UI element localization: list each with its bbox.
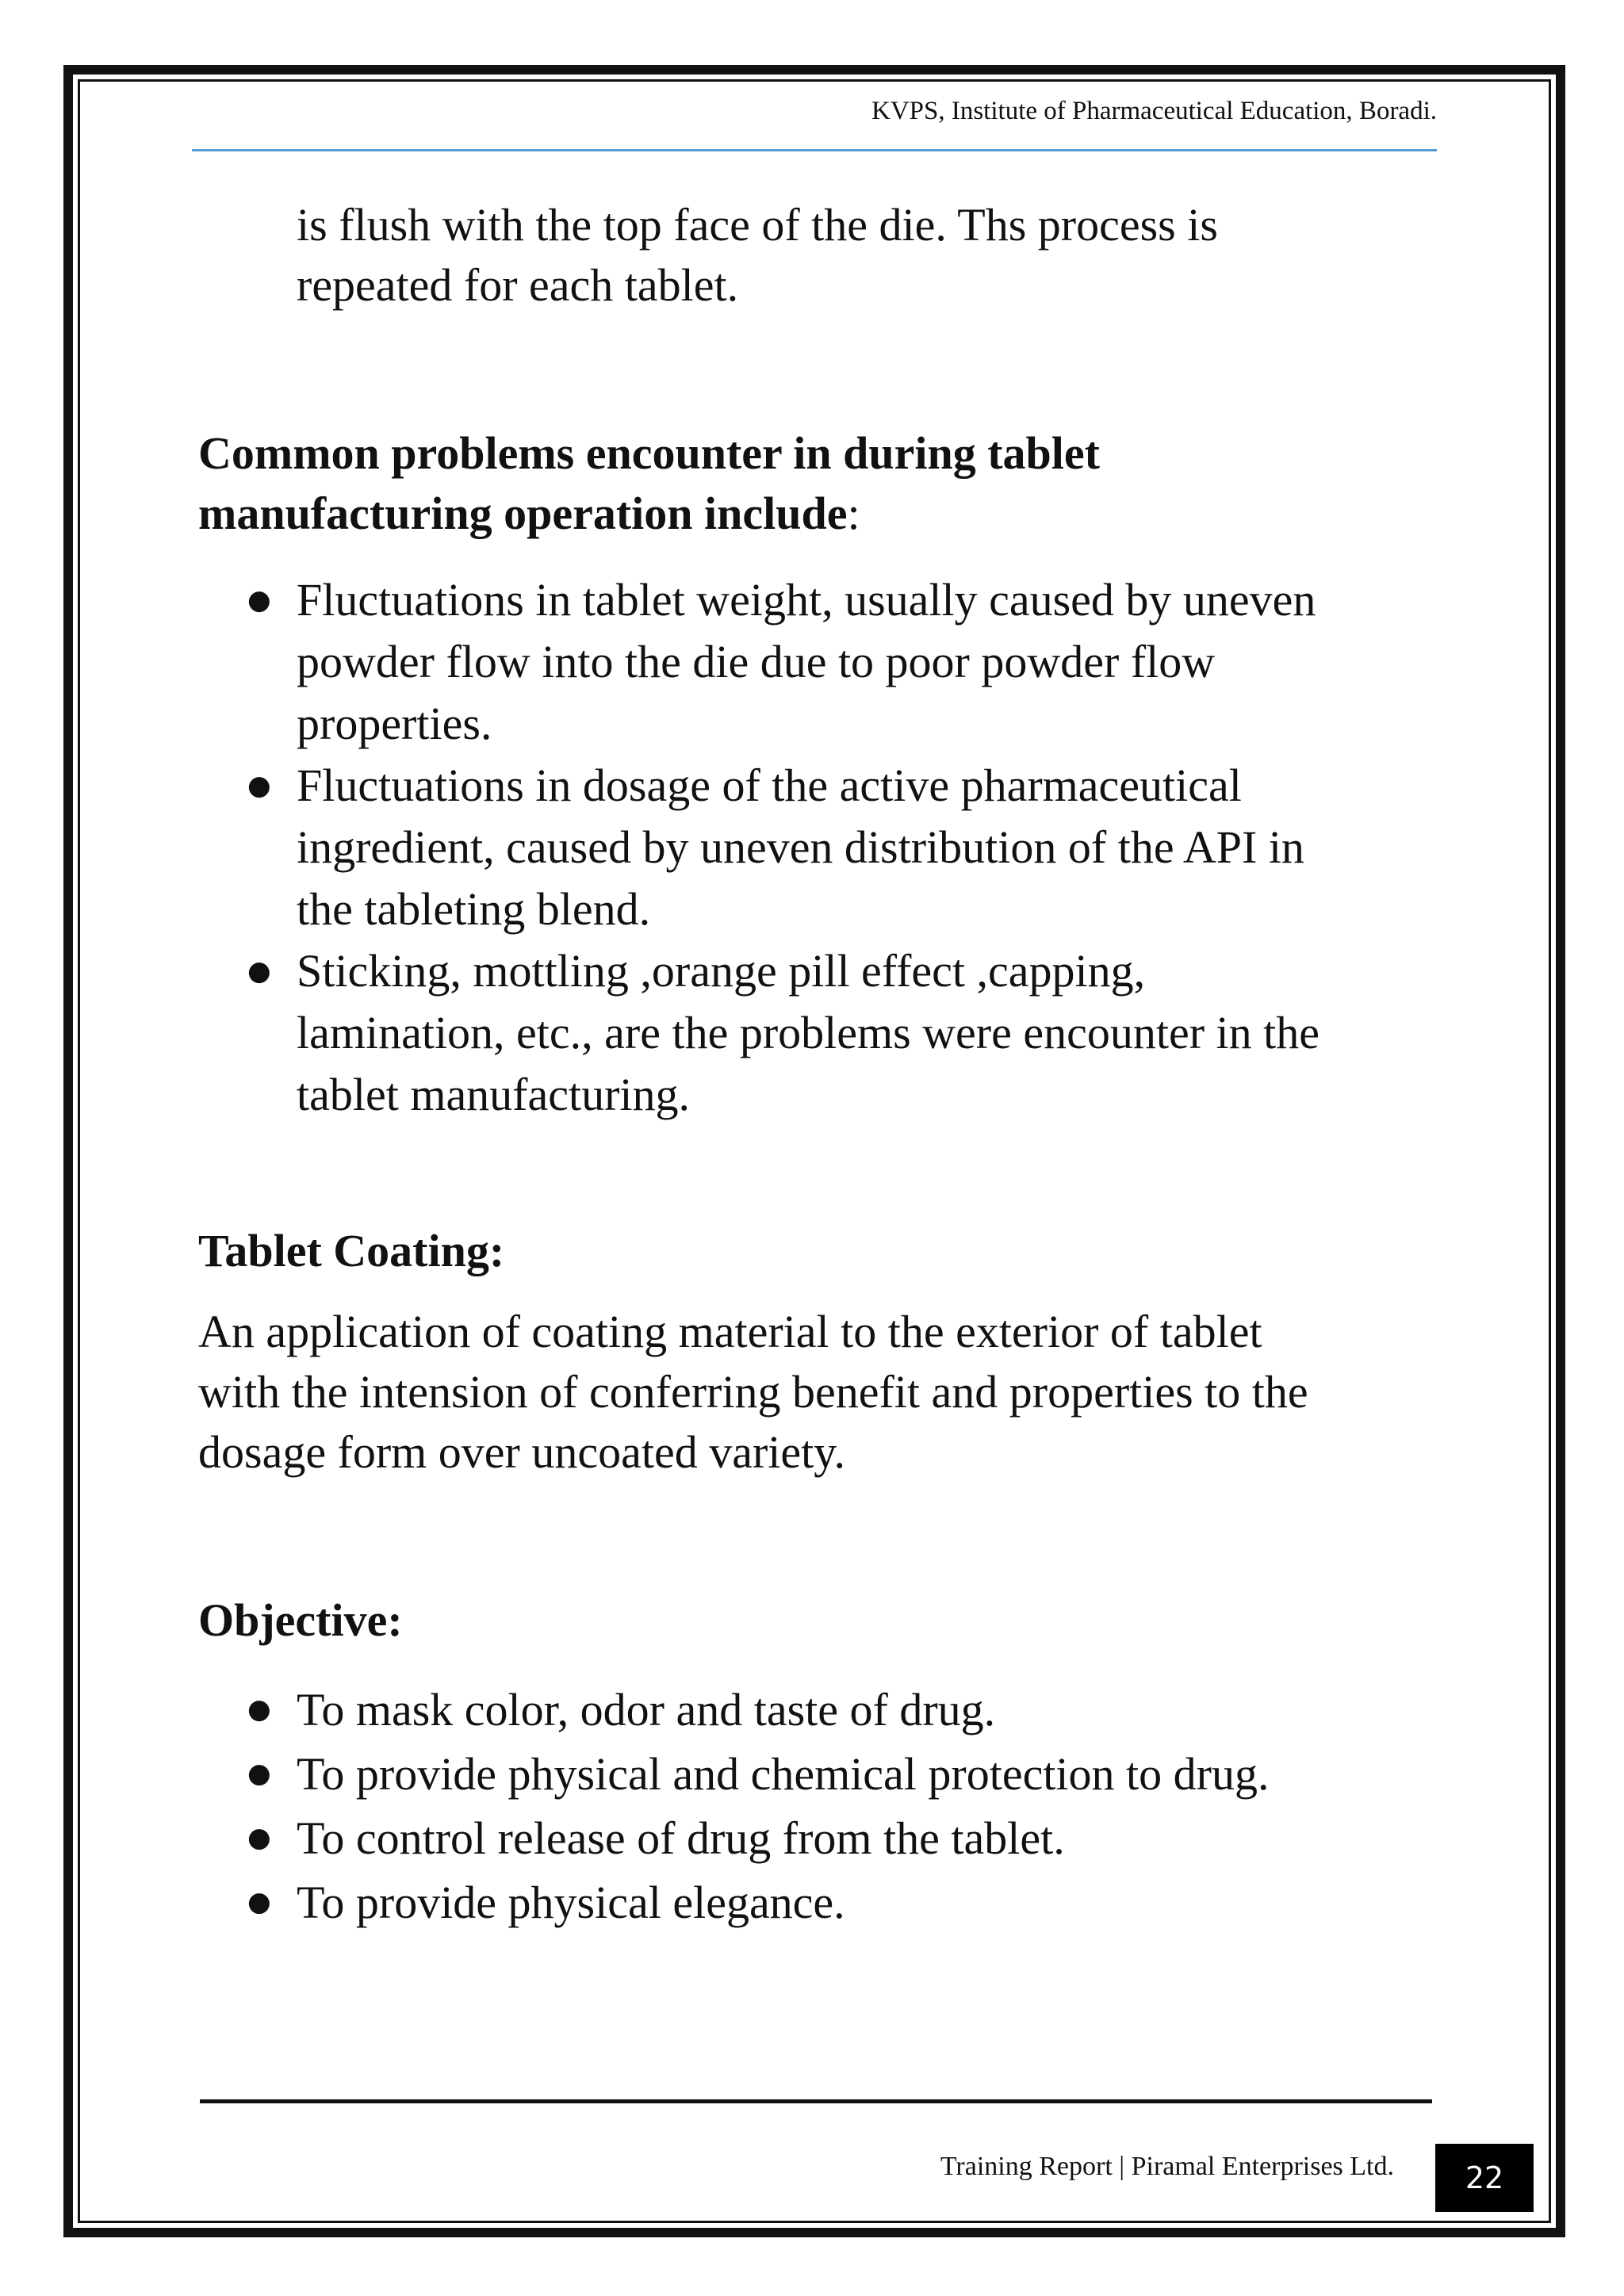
bullet-icon: ●: [247, 1693, 271, 1725]
bullet-icon: ●: [247, 770, 271, 802]
page-number: 22: [1435, 2144, 1534, 2212]
list-item-text: To control release of drug from the tablet.: [297, 1812, 1065, 1864]
footer-report-title: Training Report | Piramal Enterprises Ltd.: [940, 2152, 1394, 2181]
bullet-icon: ●: [247, 584, 271, 616]
objective-heading: Objective:: [198, 1594, 403, 1646]
list-item: [198, 1870, 1269, 1934]
coating-heading: Tablet Coating:: [198, 1225, 505, 1276]
coating-paragraph: [198, 1302, 1308, 1483]
list-item-line: Sticking, mottling ,orange pill effect ,capping,: [297, 945, 1146, 997]
bullet-icon: ●: [247, 955, 271, 987]
list-item-line: Fluctuations in dosage of the active pharmaceutical: [297, 760, 1242, 811]
footer-divider: [200, 2099, 1432, 2103]
coating-line: with the intension of conferring benefit and properties to the: [198, 1366, 1308, 1418]
list-item-text: To provide physical and chemical protection to drug.: [297, 1748, 1270, 1800]
list-item: [198, 755, 1320, 940]
problems-heading-line: [198, 484, 1100, 544]
list-item-line: properties.: [297, 698, 492, 749]
problems-heading: [198, 423, 1100, 544]
list-item: [198, 1806, 1269, 1870]
coating-line: An application of coating material to the exterior of tablet: [198, 1306, 1262, 1357]
list-item-line: lamination, etc., are the problems were encounter in the: [297, 1007, 1320, 1058]
list-item-line: powder flow into the die due to poor powder flow: [297, 636, 1216, 687]
continuation-line: is flush with the top face of the die. Ths process is: [297, 199, 1218, 251]
list-item-line: Fluctuations in tablet weight, usually caused by uneven: [297, 574, 1316, 626]
problems-list: [198, 569, 1320, 1126]
list-item-line: ingredient, caused by uneven distribution of the API in: [297, 821, 1304, 873]
coating-line: dosage form over uncoated variety.: [198, 1426, 845, 1478]
bullet-icon: ●: [247, 1758, 271, 1789]
list-item-text: To provide physical elegance.: [297, 1877, 845, 1928]
problems-heading-colon: :: [847, 488, 860, 539]
list-item-line: the tableting blend.: [297, 883, 651, 935]
problems-heading-line: Common problems encounter in during tablet: [198, 427, 1100, 479]
bullet-icon: ●: [247, 1886, 271, 1918]
continuation-line: repeated for each tablet.: [297, 259, 739, 311]
list-item-line: tablet manufacturing.: [297, 1069, 691, 1120]
list-item: [198, 940, 1320, 1126]
list-item: [198, 569, 1320, 755]
list-item: [198, 1742, 1269, 1806]
list-item-text: To mask color, odor and taste of drug.: [297, 1684, 996, 1735]
header-institution: KVPS, Institute of Pharmaceutical Education, Boradi.: [871, 97, 1437, 125]
continuation-paragraph: [297, 195, 1218, 316]
problems-heading-text: manufacturing operation include: [198, 488, 848, 539]
objective-list: [198, 1678, 1269, 1934]
list-item: [198, 1678, 1269, 1742]
bullet-icon: ●: [247, 1822, 271, 1854]
header-divider: [192, 149, 1437, 151]
